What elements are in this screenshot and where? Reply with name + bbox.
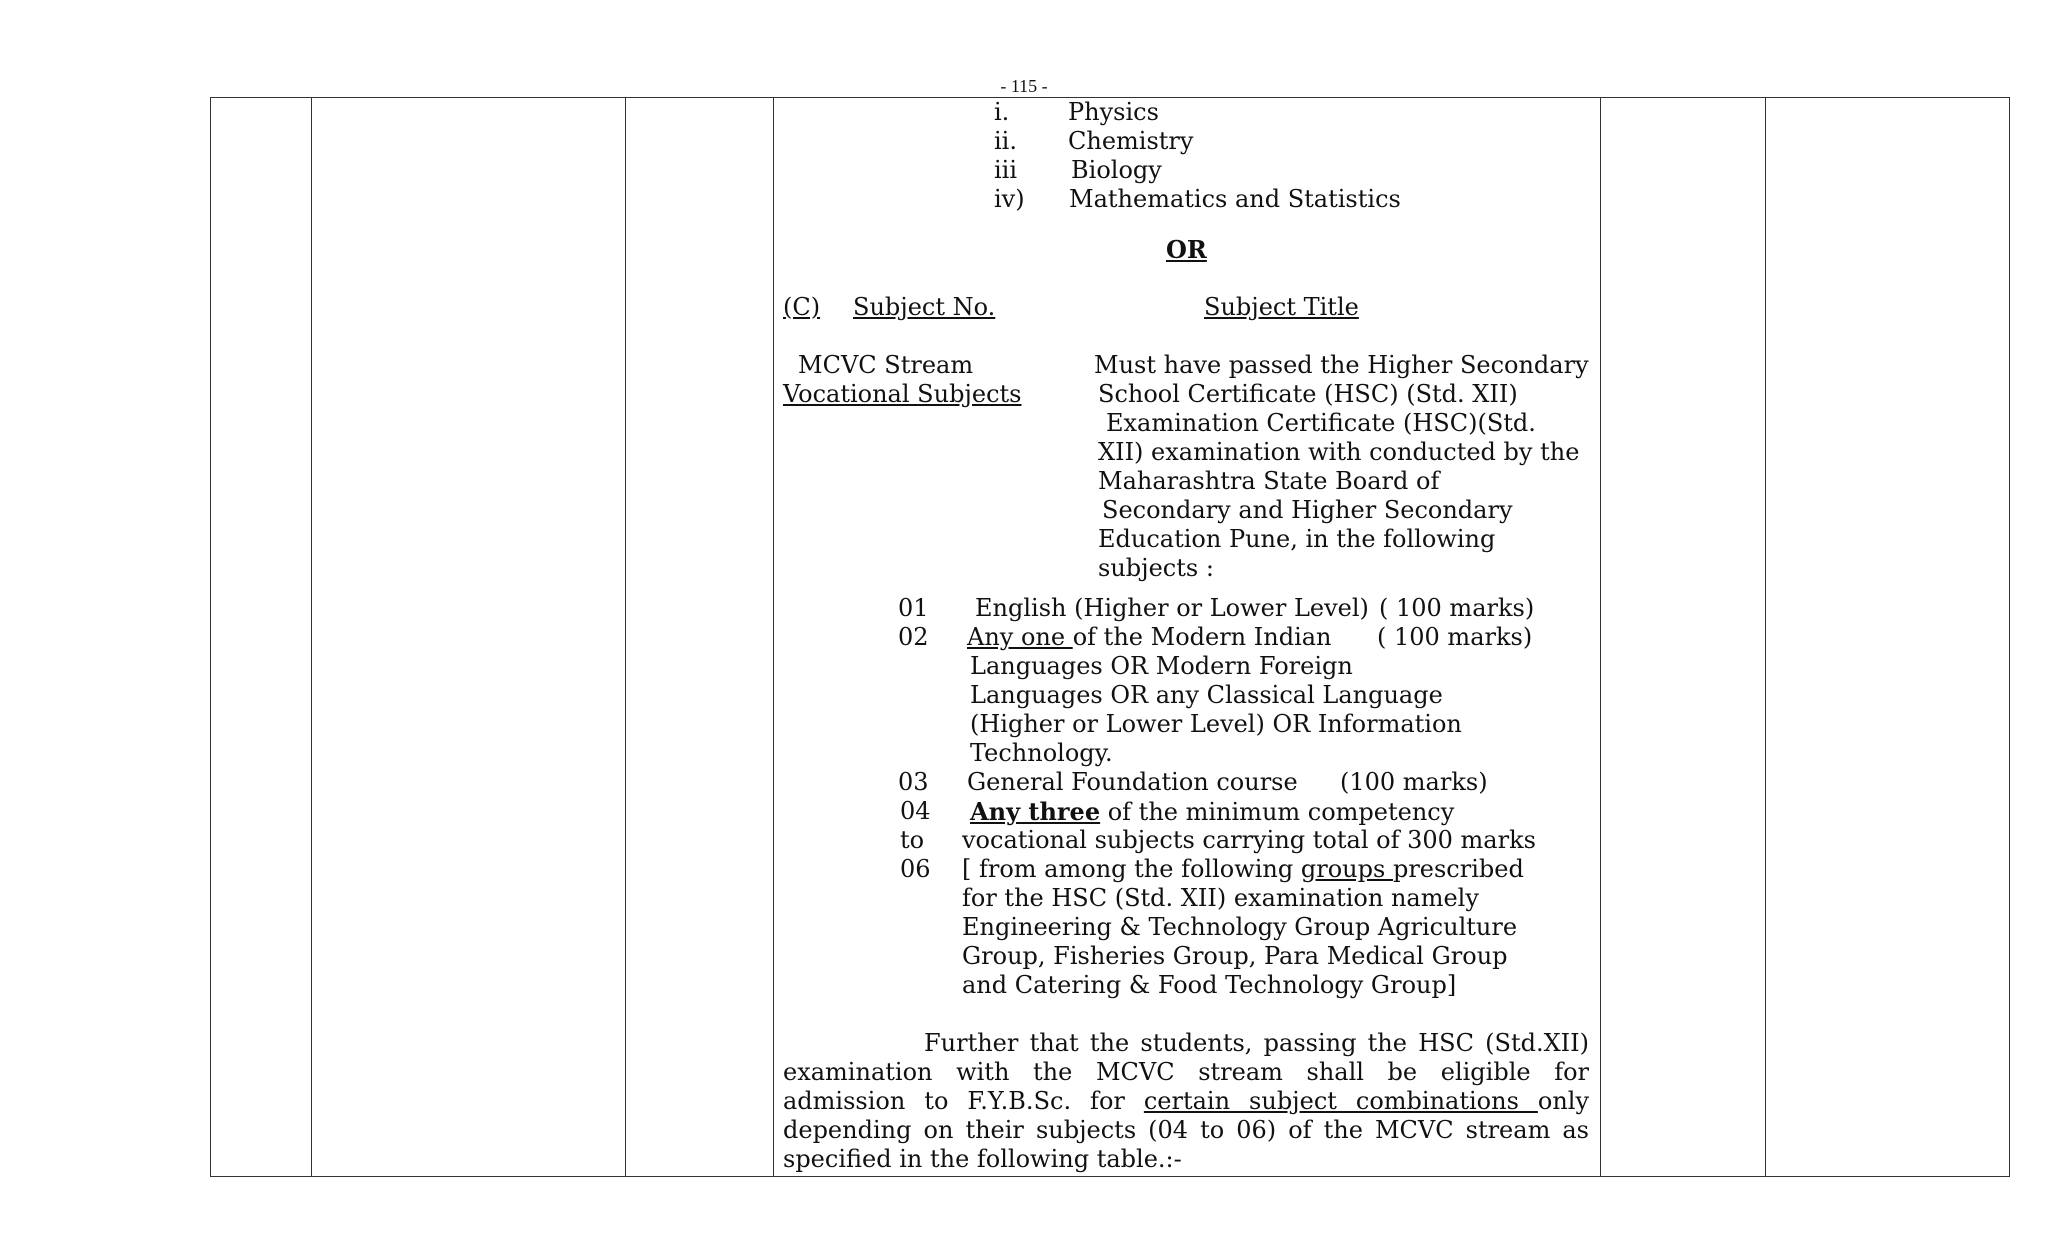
- subject-number: 01: [898, 594, 929, 622]
- list-item-number: iv): [994, 185, 1025, 213]
- subject-text-continued: Engineering & Technology Group Agriculture: [962, 913, 1518, 941]
- requirement-line: subjects :: [1098, 554, 1214, 582]
- subject-text-continued: vocational subjects carrying total of 300 marks: [962, 826, 1536, 854]
- column-divider: [311, 98, 312, 1176]
- requirement-line: School Certificate (HSC) (Std. XII): [1098, 380, 1518, 408]
- subject-marks: ( 100 marks): [1379, 594, 1535, 622]
- paragraph-line: [783, 1087, 1589, 1116]
- subject-marks: (100 marks): [1340, 768, 1488, 796]
- stream-name: MCVC Stream: [798, 351, 974, 379]
- text-segment: only: [1537, 1087, 1590, 1115]
- subject-text-continued: [962, 855, 1524, 884]
- text-segment: prescribed: [1392, 855, 1524, 883]
- column-header-subject-title: Subject Title: [1204, 293, 1359, 321]
- stream-subtitle: Vocational Subjects: [783, 380, 1022, 408]
- paragraph-line: Further that the students, passing the HSC (Std.XII): [924, 1029, 1589, 1057]
- list-item-number: iii: [994, 156, 1018, 184]
- subject-number: 06: [900, 855, 931, 883]
- underlined-certain-subject-combinations: certain subject combinations: [1143, 1087, 1538, 1115]
- page-number: - 115 -: [1000, 76, 1048, 96]
- column-divider: [773, 98, 774, 1176]
- subject-text-continued: and Catering & Food Technology Group]: [962, 971, 1457, 999]
- underlined-groups: groups: [1300, 855, 1393, 883]
- column-header-subject-no: Subject No.: [853, 293, 996, 321]
- list-item-subject: Biology: [1071, 156, 1162, 184]
- list-item-number: i.: [994, 98, 1010, 126]
- requirement-line: Education Pune, in the following: [1098, 525, 1496, 553]
- section-label: (C): [783, 293, 821, 321]
- subject-text: [967, 623, 1332, 652]
- subject-number: 03: [898, 768, 929, 796]
- subject-text-rest: of the minimum competency: [1100, 798, 1455, 826]
- subject-text: General Foundation course: [967, 768, 1298, 796]
- text-segment: [ from among the following: [962, 855, 1301, 883]
- list-item-subject: Chemistry: [1068, 127, 1194, 155]
- list-item-subject: Physics: [1068, 98, 1159, 126]
- subject-text-continued: (Higher or Lower Level) OR Information: [970, 710, 1462, 738]
- subject-text-continued: Group, Fisheries Group, Para Medical Group: [962, 942, 1508, 970]
- subject-text: [970, 797, 1454, 827]
- subject-text: English (Higher or Lower Level): [975, 594, 1369, 622]
- or-heading: OR: [1166, 235, 1207, 264]
- subject-text-continued: Languages OR Modern Foreign: [970, 652, 1353, 680]
- subject-number: to: [900, 826, 925, 854]
- subject-number: 02: [898, 623, 929, 651]
- list-item-subject: Mathematics and Statistics: [1069, 185, 1401, 213]
- list-item-number: ii.: [994, 127, 1017, 155]
- subject-marks: ( 100 marks): [1377, 623, 1533, 651]
- requirement-line: Maharashtra State Board of: [1098, 467, 1440, 495]
- subject-text-rest: of the Modern Indian: [1072, 623, 1332, 651]
- requirement-line: Must have passed the Higher Secondary: [1094, 351, 1589, 379]
- column-divider: [1600, 98, 1601, 1176]
- requirement-line: Examination Certificate (HSC)(Std.: [1106, 409, 1536, 437]
- requirement-line: XII) examination with conducted by the: [1098, 438, 1580, 466]
- subject-text-continued: for the HSC (Std. XII) examination namely: [962, 884, 1479, 912]
- subject-text-continued: Languages OR any Classical Language: [970, 681, 1443, 709]
- column-divider: [625, 98, 626, 1176]
- subject-number: 04: [900, 797, 931, 825]
- paragraph-line: specified in the following table.:-: [783, 1145, 1182, 1173]
- requirement-line: Secondary and Higher Secondary: [1102, 496, 1513, 524]
- emphasis-any-three: Any three: [970, 797, 1101, 826]
- emphasis-any-one: Any one: [967, 623, 1073, 651]
- column-divider: [1765, 98, 1766, 1176]
- subject-text-continued: Technology.: [970, 739, 1113, 767]
- paragraph-line: depending on their subjects (04 to 06) of the MCVC stream as: [783, 1116, 1589, 1144]
- text-segment: admission to F.Y.B.Sc. for: [783, 1087, 1144, 1115]
- paragraph-line: examination with the MCVC stream shall be eligible for: [783, 1058, 1589, 1086]
